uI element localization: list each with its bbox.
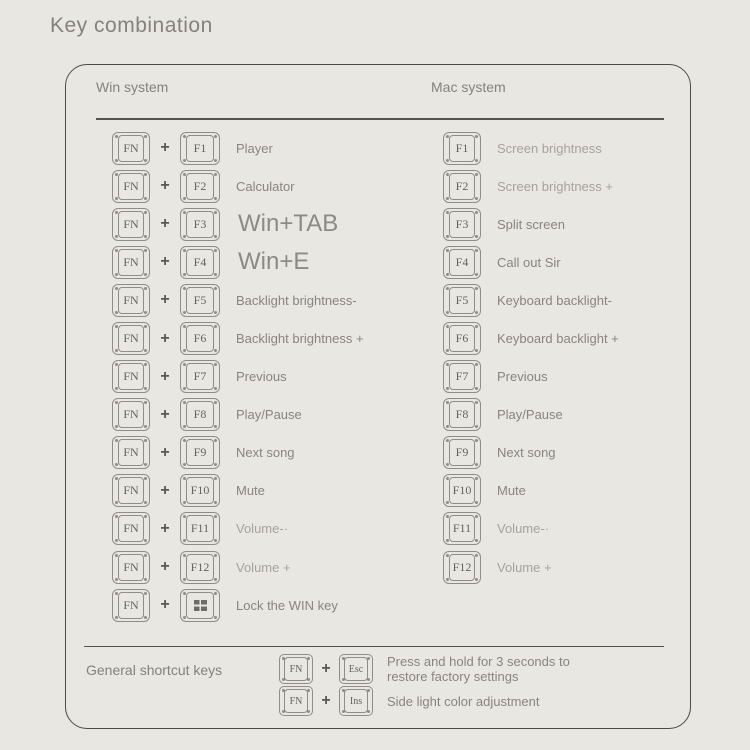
- fn-keycap: [112, 589, 150, 622]
- keycap-label: F1: [186, 135, 214, 162]
- win-row-f9: [112, 434, 364, 472]
- win-row-f7: [112, 358, 364, 396]
- f1-keycap: [443, 132, 481, 165]
- shortcut-description: Win+TAB: [238, 210, 339, 238]
- key-combination-panel: [65, 64, 691, 729]
- shortcut-description: Keyboard backlight +: [497, 331, 619, 347]
- windows-logo-icon: [194, 600, 207, 611]
- keycap-label: F10: [449, 477, 475, 504]
- mac-row-f8: [443, 396, 619, 434]
- win-row-f5: [112, 281, 364, 319]
- fn-keycap: [112, 322, 150, 355]
- mac-row-f9: [443, 434, 619, 472]
- page-title: Key combination: [50, 14, 213, 37]
- plus-sign: +: [160, 329, 170, 347]
- plus-sign: +: [321, 692, 331, 709]
- keycap-label: F11: [449, 515, 475, 542]
- shortcut-description: Press and hold for 3 seconds to restore factory settings: [387, 654, 570, 684]
- f3-keycap: [443, 208, 481, 241]
- win-row-f8: [112, 396, 364, 434]
- win-row-f11: [112, 510, 364, 548]
- win-row-f6: [112, 319, 364, 357]
- shortcut-description: Volume-·: [497, 521, 550, 537]
- f9-keycap: [443, 436, 481, 469]
- win-row-f12: [112, 548, 364, 586]
- f6-keycap: [443, 322, 481, 355]
- fn-keycap: [112, 208, 150, 241]
- shortcut-description: Volume +: [236, 559, 291, 575]
- plus-sign: +: [160, 215, 170, 233]
- shortcut-description: Previous: [236, 369, 287, 385]
- fn-keycap: [112, 360, 150, 393]
- plus-sign: +: [160, 481, 170, 499]
- f6-keycap: [180, 322, 220, 355]
- keycap-label: FN: [118, 211, 144, 238]
- keycap-label: F2: [186, 173, 214, 200]
- keycap-face: [186, 592, 214, 619]
- mac-row-f6: [443, 319, 619, 357]
- plus-sign: +: [160, 367, 170, 385]
- general-row-esc: [279, 653, 597, 685]
- f10-keycap: [180, 474, 220, 507]
- plus-sign: +: [160, 519, 170, 537]
- f12-keycap: [443, 551, 481, 584]
- win-row-winkey: [112, 586, 364, 624]
- plus-sign: +: [160, 558, 170, 576]
- mac-shortcut-list: [443, 129, 619, 586]
- fn-keycap: [112, 170, 150, 203]
- keycap-label: F8: [449, 401, 475, 428]
- mac-row-f3: [443, 205, 619, 243]
- fn-keycap: [112, 398, 150, 431]
- shortcut-description: Lock the WIN key: [236, 597, 338, 613]
- keycap-label: FN: [118, 554, 144, 581]
- shortcut-description: Mute: [236, 483, 265, 499]
- f11-keycap: [180, 512, 220, 545]
- keycap-label: FN: [118, 249, 144, 276]
- fn-keycap: [112, 436, 150, 469]
- f4-keycap: [180, 246, 220, 279]
- shortcut-description: Mute: [497, 483, 526, 499]
- keycap-label: FN: [118, 325, 144, 352]
- shortcut-description: Play/Pause: [236, 407, 302, 423]
- keycap-label: F3: [186, 211, 214, 238]
- keycap-label: FN: [118, 173, 144, 200]
- win-row-f3: [112, 205, 364, 243]
- win-keycap: [180, 589, 220, 622]
- shortcut-description: Win+E: [238, 248, 310, 276]
- win-shortcut-list: [112, 129, 364, 624]
- f5-keycap: [443, 284, 481, 317]
- f7-keycap: [443, 360, 481, 393]
- shortcut-description: Split screen: [497, 216, 565, 232]
- shortcut-description: Next song: [497, 445, 556, 461]
- win-system-header: Win system: [96, 79, 169, 95]
- f2-keycap: [443, 170, 481, 203]
- shortcut-description: Screen brightness +: [497, 178, 613, 194]
- mac-row-f10: [443, 472, 619, 510]
- mac-row-f11: [443, 510, 619, 548]
- mac-row-f7: [443, 358, 619, 396]
- keycap-label: FN: [118, 515, 144, 542]
- general-shortcut-keys-label: General shortcut keys: [86, 662, 223, 678]
- ins-keycap: [339, 686, 373, 716]
- mac-row-f5: [443, 281, 619, 319]
- keycap-label: F5: [186, 287, 214, 314]
- keycap-label: FN: [118, 135, 144, 162]
- plus-sign: +: [160, 291, 170, 309]
- f2-keycap: [180, 170, 220, 203]
- plus-sign: +: [160, 405, 170, 423]
- shortcut-description: Side light color adjustment: [387, 693, 540, 709]
- plus-sign: +: [160, 596, 170, 614]
- f11-keycap: [443, 512, 481, 545]
- keycap-label: F6: [186, 325, 214, 352]
- fn-keycap: [112, 246, 150, 279]
- keycap-label: Ins: [344, 689, 368, 713]
- keycap-label: Esc: [344, 657, 368, 681]
- keycap-label: F9: [186, 439, 214, 466]
- f9-keycap: [180, 436, 220, 469]
- general-row-ins: [279, 685, 597, 717]
- plus-sign: +: [160, 139, 170, 157]
- keycap-label: F8: [186, 401, 214, 428]
- mac-system-header: Mac system: [431, 79, 506, 95]
- fn-keycap: [112, 474, 150, 507]
- mac-row-f4: [443, 243, 619, 281]
- keycap-label: F7: [449, 363, 475, 390]
- f5-keycap: [180, 284, 220, 317]
- keycap-label: FN: [118, 592, 144, 619]
- keycap-label: F3: [449, 211, 475, 238]
- shortcut-description: Screen brightness: [497, 140, 602, 156]
- shortcut-description: Keyboard backlight-: [497, 292, 612, 308]
- keycap-label: F1: [449, 135, 475, 162]
- shortcut-description: Backlight brightness-: [236, 292, 357, 308]
- fn-keycap: [112, 132, 150, 165]
- keycap-label: F4: [186, 249, 214, 276]
- plus-sign: +: [160, 253, 170, 271]
- fn-keycap: [112, 284, 150, 317]
- general-section-divider: [84, 646, 664, 647]
- fn-keycap: [112, 551, 150, 584]
- mac-row-f12: [443, 548, 619, 586]
- win-row-f4: [112, 243, 364, 281]
- f7-keycap: [180, 360, 220, 393]
- f8-keycap: [180, 398, 220, 431]
- fn-keycap: [112, 512, 150, 545]
- f8-keycap: [443, 398, 481, 431]
- shortcut-description: Next song: [236, 445, 295, 461]
- shortcut-description: Play/Pause: [497, 407, 563, 423]
- keycap-label: FN: [118, 287, 144, 314]
- win-row-f2: [112, 167, 364, 205]
- shortcut-description: Call out Sir: [497, 254, 561, 270]
- plus-sign: +: [160, 443, 170, 461]
- plus-sign: +: [160, 177, 170, 195]
- f4-keycap: [443, 246, 481, 279]
- header-divider: [96, 118, 664, 120]
- keycap-label: F4: [449, 249, 475, 276]
- fn-keycap: [279, 654, 313, 684]
- f1-keycap: [180, 132, 220, 165]
- keycap-label: FN: [284, 689, 308, 713]
- shortcut-description: Backlight brightness +: [236, 331, 364, 347]
- plus-sign: +: [321, 660, 331, 677]
- shortcut-description: Calculator: [236, 178, 295, 194]
- win-row-f10: [112, 472, 364, 510]
- keycap-label: F11: [186, 515, 214, 542]
- mac-row-f1: [443, 129, 619, 167]
- f12-keycap: [180, 551, 220, 584]
- keycap-label: F7: [186, 363, 214, 390]
- win-row-f1: [112, 129, 364, 167]
- f10-keycap: [443, 474, 481, 507]
- fn-keycap: [279, 686, 313, 716]
- general-shortcut-list: [279, 653, 597, 717]
- keycap-label: F9: [449, 439, 475, 466]
- mac-row-f2: [443, 167, 619, 205]
- shortcut-description: Player: [236, 140, 273, 156]
- keycap-label: FN: [118, 477, 144, 504]
- keycap-label: FN: [284, 657, 308, 681]
- keycap-label: FN: [118, 401, 144, 428]
- esc-keycap: [339, 654, 373, 684]
- keycap-label: F6: [449, 325, 475, 352]
- keycap-label: F12: [186, 554, 214, 581]
- shortcut-description: Volume-·: [236, 521, 289, 537]
- f3-keycap: [180, 208, 220, 241]
- keycap-label: FN: [118, 363, 144, 390]
- shortcut-description: Volume +: [497, 559, 552, 575]
- shortcut-description: Previous: [497, 369, 548, 385]
- keycap-label: F5: [449, 287, 475, 314]
- keycap-label: F2: [449, 173, 475, 200]
- keycap-label: F10: [186, 477, 214, 504]
- keycap-label: FN: [118, 439, 144, 466]
- keycap-label: F12: [449, 554, 475, 581]
